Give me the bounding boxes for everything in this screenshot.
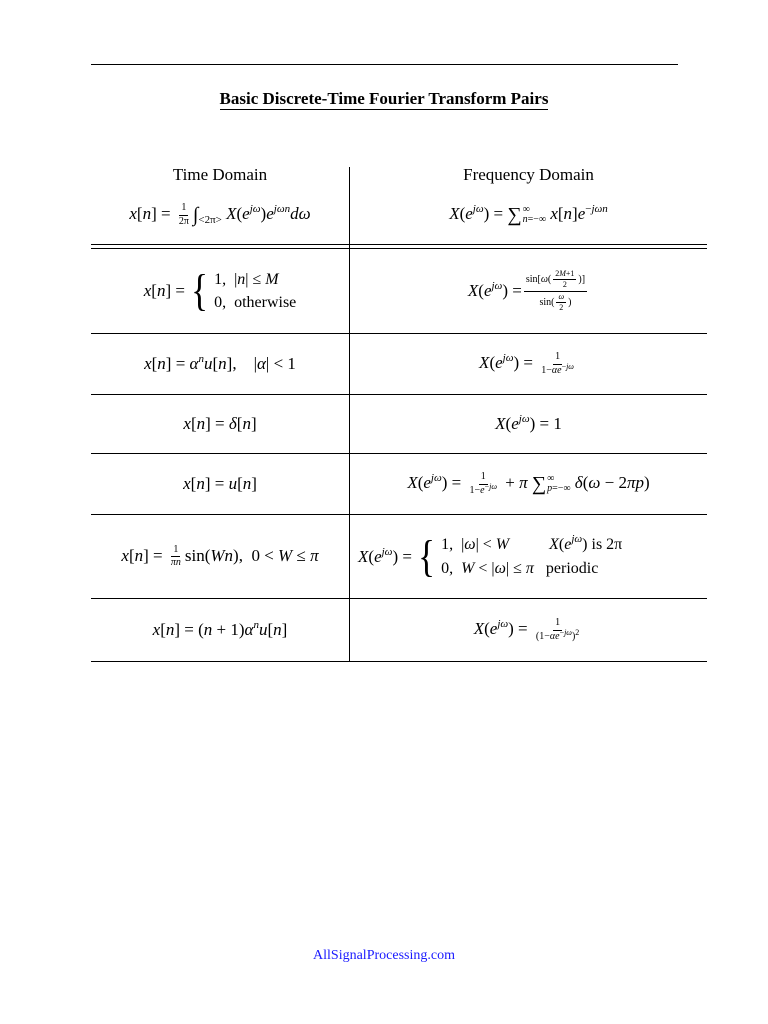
inverse-dtft-formula: x[n] = $\frac{1}{2\pi}$ $\int_{<2\pi>}$ $X(e^{j\omega})e^{j\omega n}d\omega$ — [129, 202, 311, 227]
unit-step-frequency: $X(e^{j\omega})$ = $\frac{1}{1-e^{-j\omega}}$ + π ∑ ∞ p=−∞ δ(ω − 2πp) — [407, 471, 650, 496]
ramp-exponential-time: $x[n] = (n + 1)\alpha^nu[n]$ — [152, 619, 288, 639]
pair-exponential — [91, 334, 707, 394]
pair-sinc — [91, 515, 707, 598]
sinc-frequency: $X(e^{j\omega})$ = { 1, |ω| < W $X(e^{j\omega})$ is 2π 0, W < |ω| ≤ π periodic — [358, 531, 623, 581]
ramp-exponential-frequency: $X(e^{j\omega})$ = $\frac{1}{(1-\alpha e^{-j\omega})^2}$ — [473, 617, 580, 642]
row-rule-6 — [91, 661, 707, 662]
unit-step-time: x[n] = u[n] — [183, 474, 257, 493]
rect-pulse-frequency: $X(e^{j\omega})$ = sin[ω( $\frac{2M+1}{2}$ )] sin( $\frac{\omega}{2}$ ) — [467, 268, 586, 312]
top-rule — [91, 64, 678, 65]
impulse-time: x[n] = δ[n] — [183, 414, 257, 433]
exponential-time: $x[n] = \alpha^nu[n]$, |α| < 1 — [144, 353, 296, 373]
page-title — [0, 89, 768, 109]
impulse-frequency: $X(e^{j\omega}) = 1$ — [495, 413, 562, 433]
rect-pulse-time: x[n] = { 1, |n| ≤ M 0, otherwise — [143, 266, 297, 315]
double-rule-top — [91, 244, 707, 245]
header-frequency-domain: Frequency Domain — [463, 165, 594, 184]
pair-unit-step — [91, 454, 707, 514]
header-row — [91, 165, 707, 185]
header-time-domain: Time Domain — [172, 165, 268, 184]
pair-ramp-exponential — [91, 599, 707, 661]
sinc-time: x[n] = $\frac{1}{\pi n}$ sin(Wn), 0 < W ≤ π — [121, 543, 319, 568]
page-title-text: Basic Discrete-Time Fourier Transform Pairs — [219, 89, 549, 108]
definition-row — [91, 195, 707, 235]
dtft-formula: $X(e^{j\omega})$ = ∑ ∞ n=−∞ $x[n]e^{-j\omega n}$ — [449, 202, 608, 226]
pair-impulse — [91, 395, 707, 453]
exponential-frequency: $X(e^{j\omega})$ = $\frac{1}{1-\alpha e^{-j\omega}}$ — [479, 351, 574, 376]
pair-rect-pulse — [91, 249, 707, 333]
footer-link[interactable]: AllSignalProcessing.com — [313, 948, 455, 963]
